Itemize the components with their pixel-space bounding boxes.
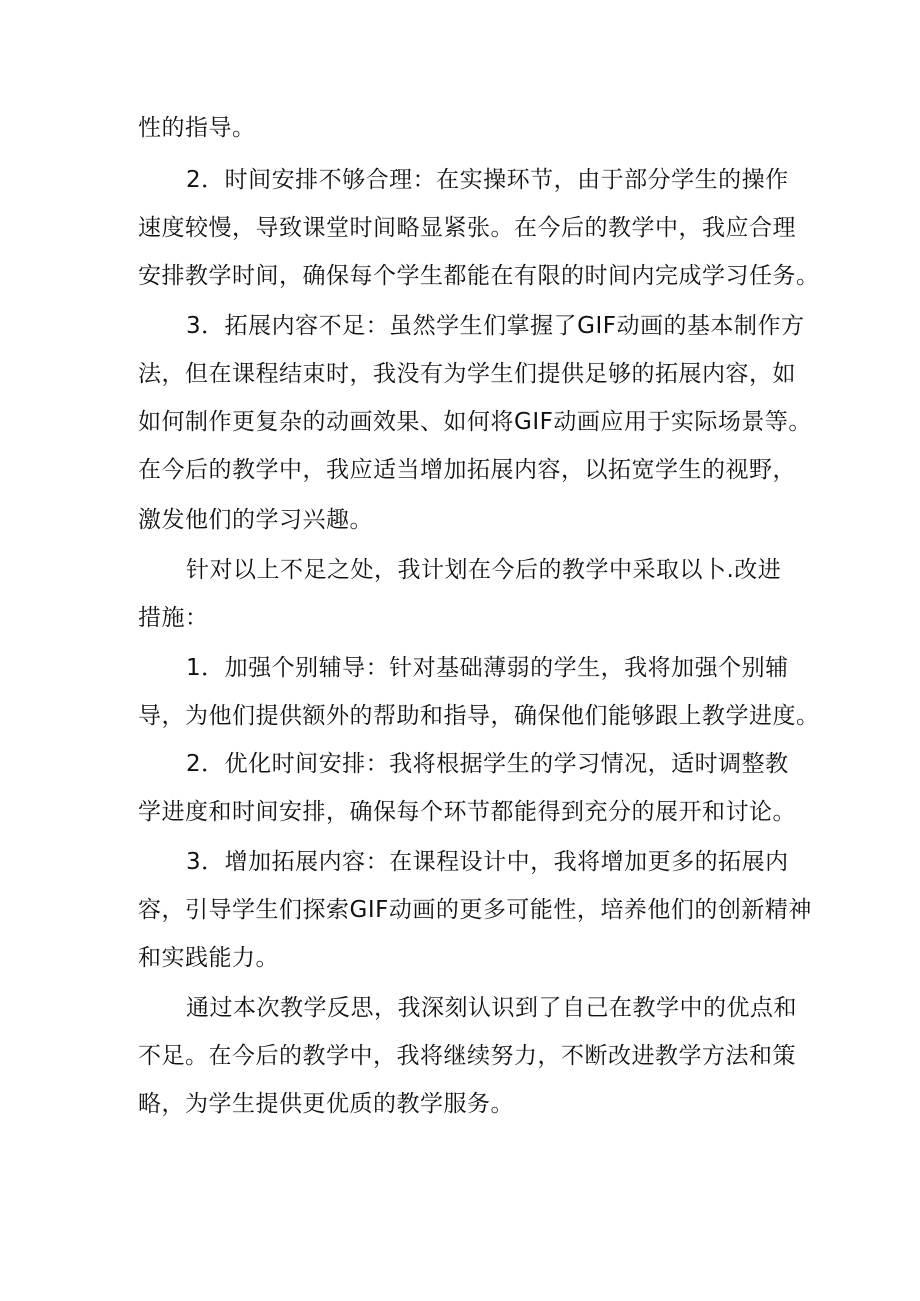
text-line: 3．拓展内容不足：虽然学生们掌握了GIF动画的基本制作方 bbox=[186, 313, 805, 339]
text-line: 2．时间安排不够合理：在实操环节，由于部分学生的操作 bbox=[186, 167, 789, 193]
text-line: 在今后的教学中，我应适当增加拓展内容，以拓宽学生的视野， bbox=[138, 457, 796, 483]
text-line: 措施： bbox=[138, 605, 209, 631]
text-line: 如何制作更复杂的动画效果、如何将GIF动画应用于实际场景等。 bbox=[138, 409, 812, 435]
text-line: 不足。在今后的教学中，我将继续努力，不断改进教学方法和策 bbox=[138, 1043, 796, 1069]
text-line: 导，为他们提供额外的帮助和指导，确保他们能够跟上教学进度。 bbox=[138, 703, 820, 729]
text-line: 安排教学时间，确保每个学生都能在有限的时间内完成学习任务。 bbox=[138, 263, 820, 289]
text-line: 和实践能力。 bbox=[138, 945, 279, 971]
text-line: 3．增加拓展内容：在课程设计中，我将增加更多的拓展内 bbox=[186, 849, 789, 875]
text-line: 通过本次教学反思，我深刻认识到了自己在教学中的优点和 bbox=[186, 995, 797, 1021]
text-line: 性的指导。 bbox=[138, 115, 256, 141]
text-line: 法，但在课程结束时，我没有为学生们提供足够的拓展内容，如 bbox=[138, 361, 796, 387]
text-line: 容，引导学生们探索GIF动画的更多可能性，培养他们的创新精神 bbox=[138, 897, 812, 923]
text-line: 1．加强个别辅导：针对基础薄弱的学生，我将加强个别辅 bbox=[186, 655, 789, 681]
text-line: 速度较慢，导致课堂时间略显紧张。在今后的教学中，我应合理 bbox=[138, 215, 796, 241]
text-line: 略，为学生提供更优质的教学服务。 bbox=[138, 1091, 514, 1117]
text-line: 激发他们的学习兴趣。 bbox=[138, 507, 373, 533]
text-line: 2．优化时间安排：我将根据学生的学习情况，适时调整教 bbox=[186, 751, 789, 777]
text-line: 针对以上不足之处，我计划在今后的教学中采取以卜.改进 bbox=[186, 557, 782, 583]
text-line: 学进度和时间安排，确保每个环节都能得到充分的展开和讨论。 bbox=[138, 799, 796, 825]
